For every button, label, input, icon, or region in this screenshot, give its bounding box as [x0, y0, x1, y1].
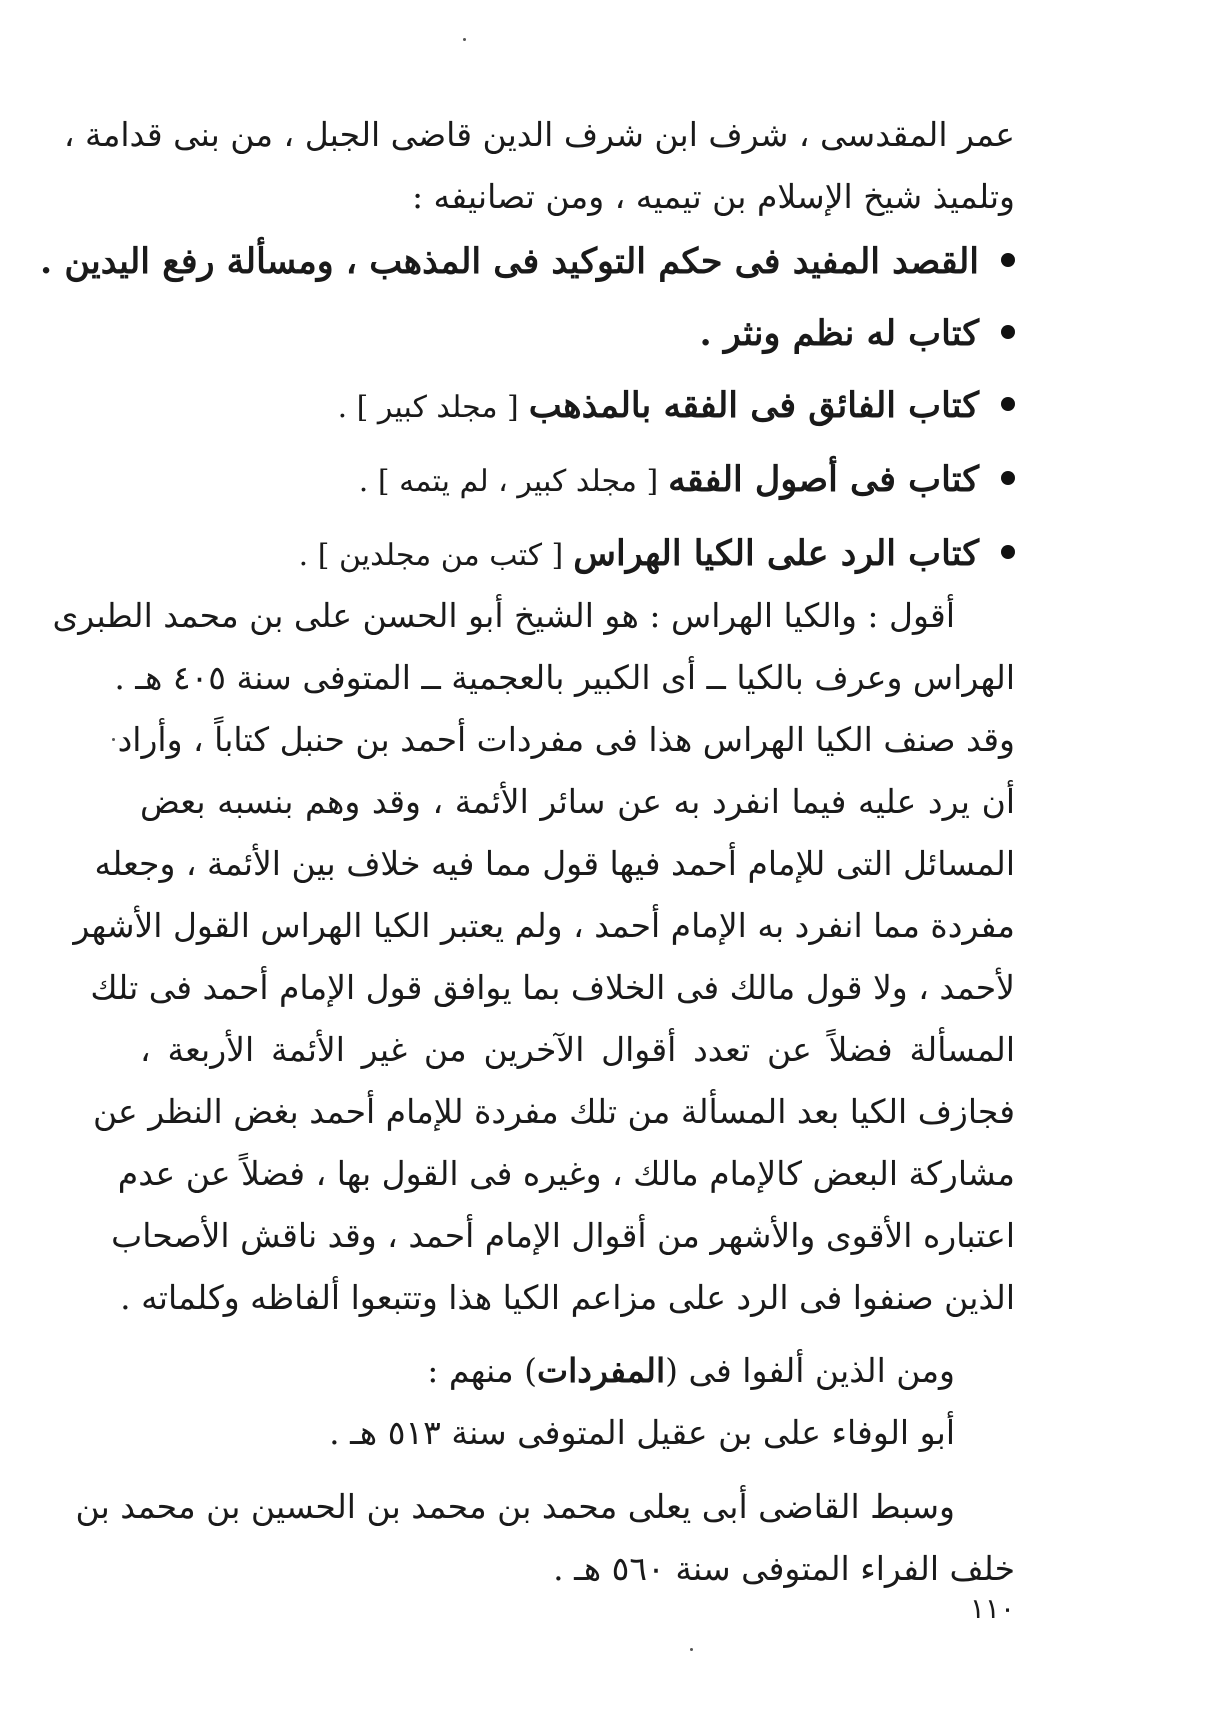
intro-line: وتلميذ شيخ الإسلام بن تيميه ، ومن تصانيفه :	[411, 177, 1015, 216]
paragraph-line: وقد صنف الكيا الهراس هذا فى مفردات أحمد بن حنبل كتاباً ، وأراد	[117, 720, 1015, 759]
authors-section	[75, 1340, 1015, 1600]
author-entry: وسبط القاضى أبى يعلى محمد بن محمد بن الحسين بن محمد بن	[75, 1487, 955, 1526]
scan-speck	[112, 738, 115, 741]
bullet-icon	[1001, 397, 1015, 411]
work-item	[39, 226, 1015, 298]
intro-line: عمر المقدسى ، شرف ابن شرف الدين قاضى الجبل ، من بنى قدامة ،	[63, 115, 1015, 154]
work-title: كتاب له نظم ونثر .	[699, 313, 979, 354]
bullet-icon	[1001, 253, 1015, 267]
work-item	[115, 298, 1015, 370]
work-title: القصد المفيد فى حكم التوكيد فى المذهب ، ومسألة رفع اليدين .	[39, 241, 979, 282]
mufradat-term: المفردات	[537, 1351, 666, 1390]
paragraph-line: المسألة فضلاً عن تعدد أقوال الآخرين من غير الأئمة الأربعة ،	[140, 1030, 1015, 1069]
work-note: [ كتب من مجلدين ] .	[298, 538, 564, 573]
paragraph-line: اعتباره الأقوى والأشهر من أقوال الإمام أحمد ، وقد ناقش الأصحاب	[111, 1216, 1015, 1255]
authors-heading-text: ومن الذين ألفوا فى (	[665, 1351, 955, 1390]
authors-heading-text: ) منهم :	[427, 1351, 538, 1390]
paragraph-line: مشاركة البعض كالإمام مالك ، وغيره فى القول بها ، فضلاً عن عدم	[117, 1154, 1015, 1193]
work-item	[115, 444, 1015, 518]
work-note: [ مجلد كبير ] .	[337, 390, 519, 425]
main-paragraph	[52, 585, 1015, 1329]
intro-section	[63, 104, 1015, 228]
authors-heading	[140, 1340, 1015, 1402]
scan-speck	[690, 1648, 693, 1651]
bullet-icon	[1001, 471, 1015, 485]
bullet-icon	[1001, 545, 1015, 559]
work-item	[115, 370, 1015, 444]
paragraph-line: أن يرد عليه فيما انفرد به عن سائر الأئمة ، وقد وهم بنسبه بعض	[140, 782, 1015, 821]
works-list	[39, 226, 1015, 592]
paragraph-line: الهراس وعرف بالكيا ــ أى الكبير بالعجمية ــ المتوفى سنة ٤٠٥ هـ .	[114, 658, 1015, 697]
author-entry: خلف الفراء المتوفى سنة ٥٦٠ هـ .	[553, 1549, 1015, 1588]
work-title: كتاب الفائق فى الفقه بالمذهب	[528, 385, 979, 426]
work-note: [ مجلد كبير ، لم يتمه ] .	[358, 464, 659, 499]
work-title: كتاب فى أصول الفقه	[668, 459, 979, 500]
paragraph-line: فجازف الكيا بعد المسألة من تلك مفردة للإمام أحمد بغض النظر عن	[92, 1092, 1015, 1131]
paragraph-line: مفردة مما انفرد به الإمام أحمد ، ولم يعتبر الكيا الهراس القول الأشهر	[73, 906, 1015, 945]
author-entry: أبو الوفاء على بن عقيل المتوفى سنة ٥١٣ هـ .	[329, 1413, 955, 1452]
paragraph-line: الذين صنفوا فى الرد على مزاعم الكيا هذا وتتبعوا ألفاظه وكلماته .	[120, 1278, 1015, 1317]
scan-speck	[463, 38, 466, 41]
paragraph-line: المسائل التى للإمام أحمد فيها قول مما فيه خلاف بين الأئمة ، وجعله	[94, 844, 1015, 883]
work-item	[115, 518, 1015, 592]
paragraph-line: لأحمد ، ولا قول مالك فى الخلاف بما يوافق قول الإمام أحمد فى تلك	[90, 968, 1015, 1007]
bullet-icon	[1001, 325, 1015, 339]
paragraph-line: أقول : والكيا الهراس : هو الشيخ أبو الحسن على بن محمد الطبرى	[52, 596, 955, 635]
page-number: ١١٠	[969, 1592, 1015, 1625]
work-title: كتاب الرد على الكيا الهراس	[573, 533, 979, 574]
